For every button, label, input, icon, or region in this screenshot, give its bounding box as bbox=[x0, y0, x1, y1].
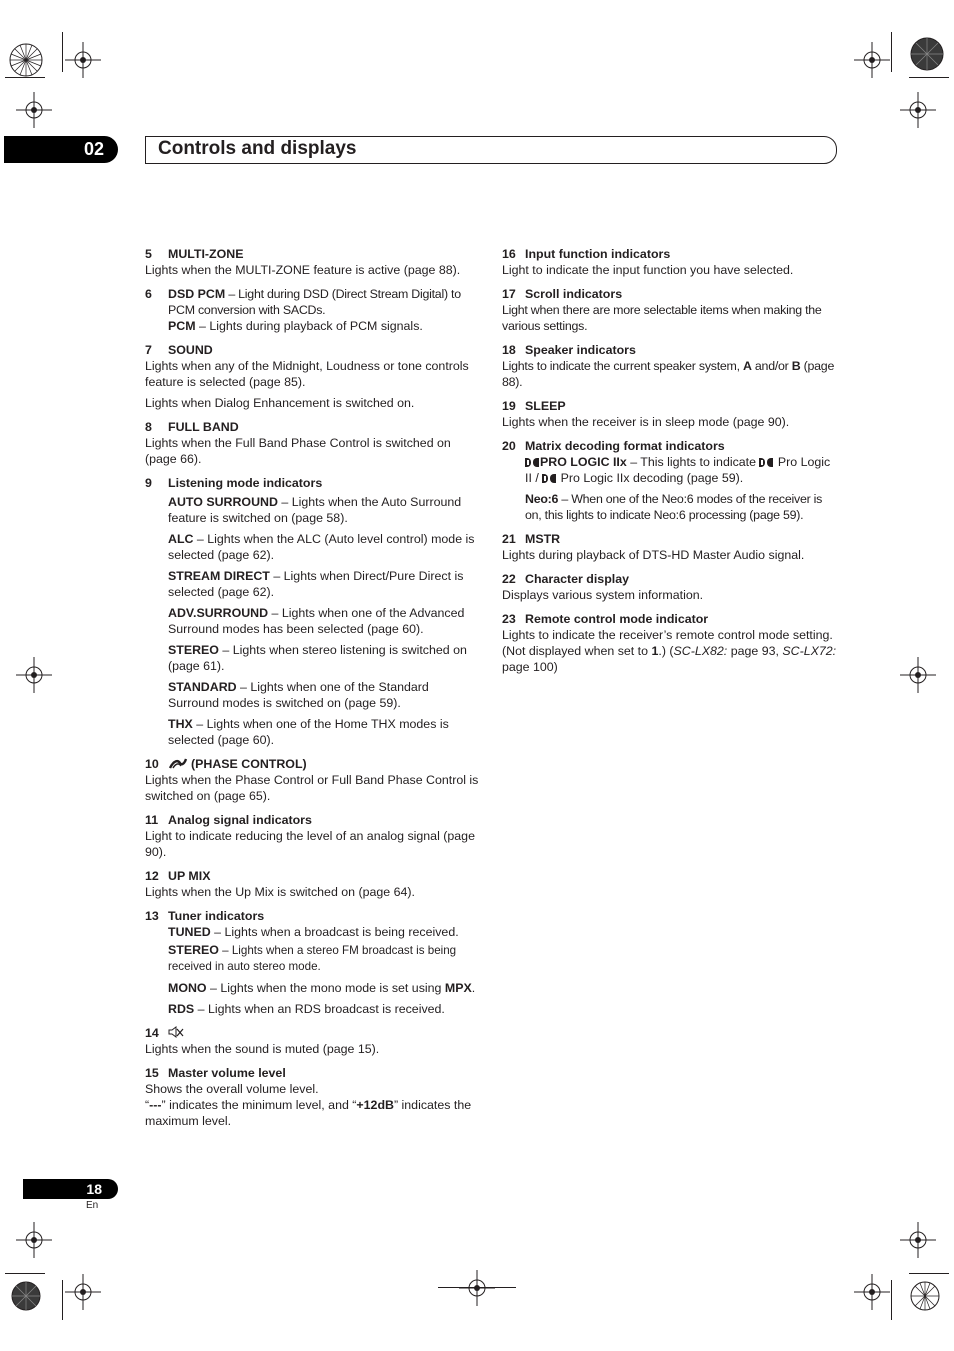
item-number: 7 bbox=[145, 343, 152, 357]
sub-text: – Lights during playback of PCM signals. bbox=[195, 319, 423, 333]
item-body: Lights when Dialog Enhancement is switched on. bbox=[145, 396, 415, 410]
sub-label: ADV.SURROUND bbox=[168, 606, 269, 620]
item-title: Analog signal indicators bbox=[168, 813, 312, 827]
sub-text: – Lights when one of the Advanced Surround modes has been selected (page 60). bbox=[168, 606, 465, 636]
item-13 bbox=[145, 908, 480, 1017]
sub-text: – Lights when one of the Standard Surround modes is switched on (page 59). bbox=[168, 680, 429, 710]
item-body: Light to indicate reducing the level of an analog signal (page 90). bbox=[145, 829, 475, 859]
item-title: UP MIX bbox=[168, 869, 211, 883]
item-number: 23 bbox=[502, 612, 516, 626]
right-column bbox=[502, 246, 838, 683]
item-number: 9 bbox=[145, 476, 152, 490]
item-12 bbox=[145, 868, 480, 900]
sub-text: – Lights when the Auto Surround feature is switched on (page 58). bbox=[168, 495, 462, 525]
item-title: Remote control mode indicator bbox=[525, 612, 709, 626]
sub-label: RDS bbox=[168, 1002, 195, 1016]
crop-line bbox=[909, 77, 949, 78]
crosshair-icon bbox=[852, 1272, 892, 1312]
item-body: Lights during playback of DTS-HD Master Audio signal. bbox=[502, 548, 805, 562]
sub-text: – Lights when one of the Home THX modes is selected (page 60). bbox=[168, 717, 449, 747]
item-body: Displays various system information. bbox=[502, 588, 704, 602]
item-title: FULL BAND bbox=[168, 420, 239, 434]
chapter-tab bbox=[4, 136, 118, 163]
item-body: ” indicates the maximum level. bbox=[145, 1098, 472, 1128]
sub-text: – Lights when a stereo FM broadcast is being received in auto stereo mode. bbox=[168, 944, 457, 973]
item-16 bbox=[502, 246, 838, 278]
item-body: Lights when the Full Band Phase Control is switched on (page 66). bbox=[145, 436, 451, 466]
item-5 bbox=[145, 246, 480, 278]
sub-text: – Lights when a broadcast is being received. bbox=[210, 925, 459, 939]
crosshair-icon bbox=[898, 90, 938, 130]
item-title: Tuner indicators bbox=[168, 909, 265, 923]
item-title: Character display bbox=[525, 572, 629, 586]
item-title: Matrix decoding format indicators bbox=[525, 439, 725, 453]
item-9 bbox=[145, 475, 480, 748]
item-number: 18 bbox=[502, 343, 516, 357]
item-17 bbox=[502, 286, 838, 334]
sub-text: – This lights to indicate bbox=[626, 455, 760, 469]
registration-circle-icon bbox=[6, 1276, 46, 1316]
item-body: .) ( bbox=[658, 644, 674, 658]
sub-text: – Lights when the mono mode is set using bbox=[206, 981, 445, 995]
item-title: Input function indicators bbox=[525, 247, 671, 261]
sub-text: Pro Logic IIx decoding (page 59). bbox=[557, 471, 744, 485]
item-body: Lights when the sound is muted (page 15). bbox=[145, 1042, 380, 1056]
sub-label: THX bbox=[168, 717, 193, 731]
chapter-title-box bbox=[145, 136, 837, 164]
item-body: Shows the overall volume level. bbox=[145, 1082, 319, 1096]
item-number: 11 bbox=[145, 813, 159, 827]
item-14 bbox=[145, 1025, 480, 1057]
item-title: Scroll indicators bbox=[525, 287, 623, 301]
item-number: 5 bbox=[145, 247, 152, 261]
item-7 bbox=[145, 342, 480, 411]
item-body: Lights when the receiver is in sleep mode (page 90). bbox=[502, 415, 790, 429]
phase-control-icon bbox=[168, 757, 188, 769]
item-body: Light when there are more selectable items when making the various settings. bbox=[502, 303, 822, 333]
item-number: 8 bbox=[145, 420, 152, 434]
item-title: SLEEP bbox=[525, 399, 566, 413]
item-20 bbox=[502, 438, 838, 523]
item-6 bbox=[145, 286, 480, 334]
item-number: 20 bbox=[502, 439, 516, 453]
sub-label: STREAM DIRECT bbox=[168, 569, 270, 583]
mode-value: 1 bbox=[651, 644, 659, 658]
crosshair-icon bbox=[852, 40, 892, 80]
item-8 bbox=[145, 419, 480, 467]
registration-circle-icon bbox=[907, 34, 947, 74]
item-body: Lights when the MULTI-ZONE feature is active (page 88). bbox=[145, 263, 461, 277]
item-number: 12 bbox=[145, 869, 159, 883]
item-body: (page 88). bbox=[502, 359, 835, 389]
sub-label: STEREO bbox=[168, 943, 219, 957]
sub-label: PRO LOGIC IIx bbox=[540, 455, 627, 469]
speaker-a: A bbox=[743, 359, 752, 373]
item-title: SOUND bbox=[168, 343, 213, 357]
item-22 bbox=[502, 571, 838, 603]
item-body: Lights when the Up Mix is switched on (page 64). bbox=[145, 885, 415, 899]
dolby-logo-icon bbox=[759, 458, 773, 467]
item-21 bbox=[502, 531, 838, 563]
item-15 bbox=[145, 1065, 480, 1129]
page-number-tab bbox=[23, 1179, 118, 1199]
model-name: SC-LX72: bbox=[782, 644, 837, 658]
item-number: 17 bbox=[502, 287, 516, 301]
registration-circle-icon bbox=[905, 1276, 945, 1316]
crosshair-icon bbox=[898, 655, 938, 695]
item-number: 19 bbox=[502, 399, 516, 413]
item-10 bbox=[145, 756, 480, 804]
language-label: En bbox=[86, 1200, 99, 1211]
item-number: 16 bbox=[502, 247, 516, 261]
crop-line bbox=[909, 1273, 949, 1274]
sub-label: ALC bbox=[168, 532, 194, 546]
crop-line bbox=[5, 1273, 45, 1274]
item-body: Lights when any of the Midnight, Loudness or tone controls feature is selected (page 85). bbox=[145, 359, 469, 389]
mpx-label: MPX bbox=[444, 981, 472, 995]
model-name: SC-LX82: bbox=[673, 644, 728, 658]
registration-circle-icon bbox=[6, 40, 46, 80]
item-title: Listening mode indicators bbox=[168, 476, 323, 490]
crosshair-icon bbox=[63, 40, 103, 80]
sub-label: Neo:6 bbox=[525, 492, 559, 506]
item-number: 21 bbox=[502, 532, 516, 546]
item-title: (PHASE CONTROL) bbox=[191, 757, 307, 771]
item-body: ” indicates the minimum level, and “ bbox=[161, 1098, 357, 1112]
crosshair-icon bbox=[457, 1268, 497, 1308]
item-number: 15 bbox=[145, 1066, 159, 1080]
min-value: --- bbox=[149, 1098, 162, 1112]
item-title: Speaker indicators bbox=[525, 343, 636, 357]
item-body: page 100) bbox=[502, 660, 558, 674]
item-number: 22 bbox=[502, 572, 516, 586]
crosshair-icon bbox=[14, 90, 54, 130]
page-title: Controls and displays bbox=[158, 138, 357, 159]
sub-text: – Lights when an RDS broadcast is received. bbox=[194, 1002, 445, 1016]
sub-text: . bbox=[471, 981, 476, 995]
item-23 bbox=[502, 611, 838, 675]
sub-label: STANDARD bbox=[168, 680, 237, 694]
item-body: Lights to indicate the current speaker system, bbox=[502, 359, 744, 373]
item-18 bbox=[502, 342, 838, 390]
sub-label: MONO bbox=[168, 981, 207, 995]
crosshair-icon bbox=[14, 655, 54, 695]
sub-label: PCM bbox=[168, 319, 196, 333]
item-number: 14 bbox=[145, 1026, 159, 1040]
item-title: Master volume level bbox=[168, 1066, 286, 1080]
max-value: +12dB bbox=[356, 1098, 394, 1112]
quote: “ bbox=[145, 1098, 150, 1112]
item-body: and/or bbox=[751, 359, 792, 373]
item-19 bbox=[502, 398, 838, 430]
item-body: page 93, bbox=[727, 644, 783, 658]
sub-label: TUNED bbox=[168, 925, 211, 939]
crosshair-icon bbox=[63, 1272, 103, 1312]
page-number: 18 bbox=[86, 1181, 102, 1197]
item-title: MSTR bbox=[525, 532, 561, 546]
chapter-number: 02 bbox=[83, 139, 104, 159]
sub-text: – Lights when Direct/Pure Direct is selected (page 62). bbox=[168, 569, 464, 599]
sub-label: STEREO bbox=[168, 643, 219, 657]
sub-text: – Light during DSD (Direct Stream Digital) to PCM conversion with SACDs. bbox=[168, 287, 461, 317]
item-11 bbox=[145, 812, 480, 860]
dolby-logo-icon bbox=[542, 474, 556, 483]
crosshair-icon bbox=[898, 1220, 938, 1260]
item-number: 6 bbox=[145, 287, 152, 301]
sub-label: AUTO SURROUND bbox=[168, 495, 278, 509]
item-number: 10 bbox=[145, 757, 159, 771]
sub-text: – When one of the Neo:6 modes of the receiver is on, this lights to indicate Neo:6 processing (page 59). bbox=[525, 492, 823, 522]
sub-text: – Lights when the ALC (Auto level control) mode is selected (page 62). bbox=[168, 532, 475, 562]
mute-icon bbox=[168, 1026, 184, 1038]
item-number: 13 bbox=[145, 909, 159, 923]
dolby-logo-icon bbox=[525, 458, 539, 467]
item-body: Light to indicate the input function you have selected. bbox=[502, 263, 794, 277]
item-body: Lights to indicate the receiver’s remote control mode setting. (Not displayed when set to bbox=[502, 628, 833, 658]
crosshair-icon bbox=[14, 1220, 54, 1260]
item-title: MULTI-ZONE bbox=[168, 247, 244, 261]
sub-text: Pro Logic II / bbox=[525, 455, 831, 485]
sub-label: DSD PCM bbox=[168, 287, 226, 301]
speaker-b: B bbox=[791, 359, 801, 373]
sub-text: – Lights when stereo listening is switched on (page 61). bbox=[168, 643, 467, 673]
item-body: Lights when the Phase Control or Full Band Phase Control is switched on (page 65). bbox=[145, 773, 479, 803]
left-column bbox=[145, 246, 480, 1137]
